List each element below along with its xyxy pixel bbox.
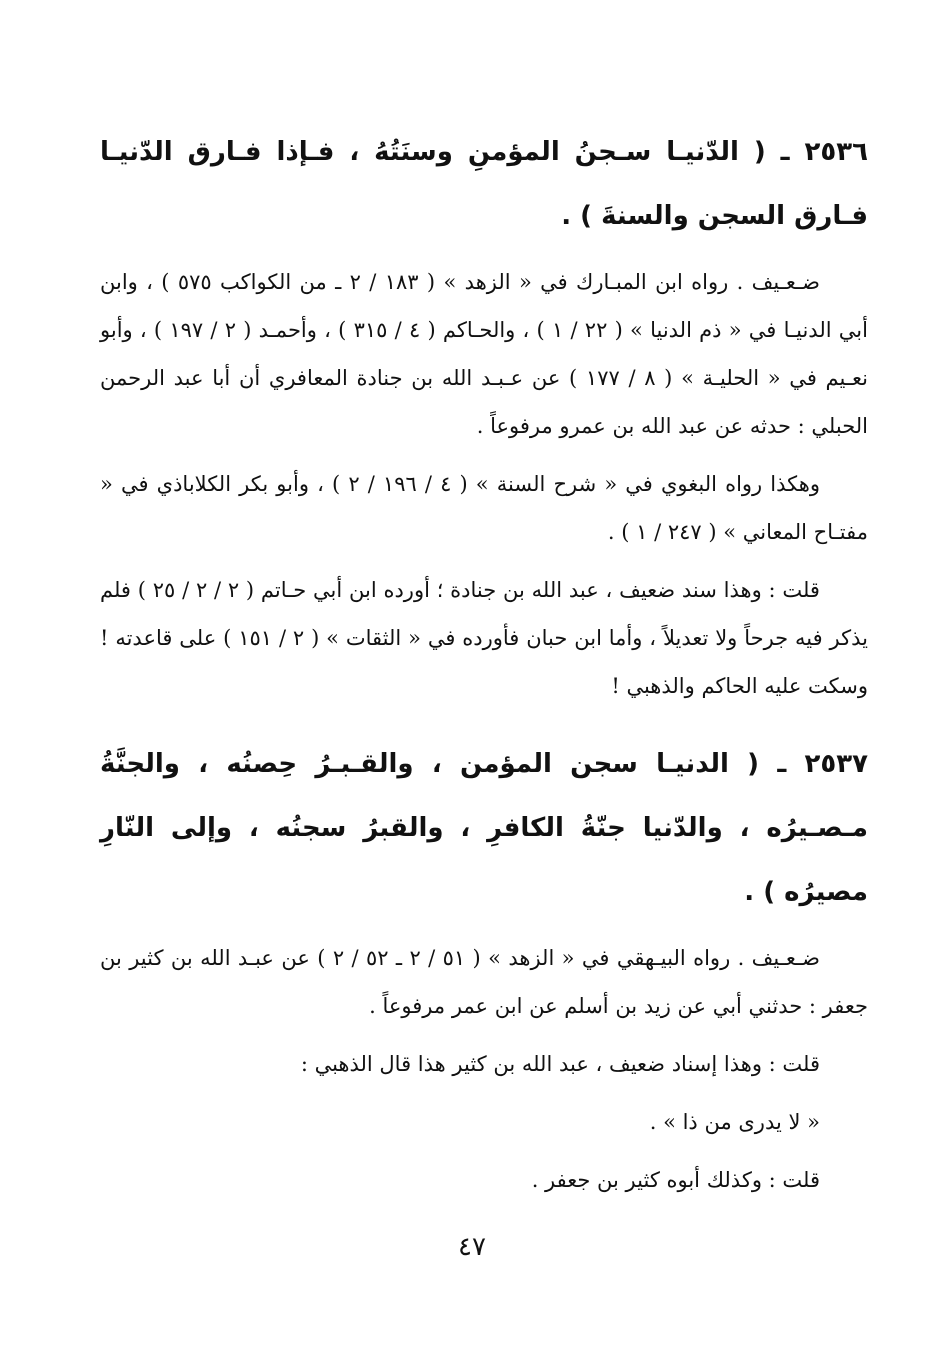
spacer (100, 248, 868, 258)
spacer (100, 924, 868, 934)
additional-sources-paragraph: وهكذا رواه البغوي في « شرح السنة » ( ٤ / ١٩٦ / ٢ ) ، وأبو بكر الكلاباذي في « مفتـاح المعاني » ( ٢٤٧ / ١ ) . (100, 472, 868, 544)
spacer (100, 1088, 868, 1098)
spacer (100, 710, 868, 732)
hadith-entry-2537 (100, 732, 868, 1204)
hadith-heading: ٢٥٣٦ ـ ( الدّنيـا سـجنُ المؤمنِ وسنَتُهُ ، فـإذا فـارق الدّنيـا فـارق السجن والسنةَ ) . (100, 137, 868, 231)
author-comment-paragraph: قلت : وكذلك أبوه كثير بن جعفر . (531, 1168, 820, 1192)
quotation-paragraph: « لا يدرى من ذا » . (649, 1110, 820, 1134)
author-comment-paragraph: قلت : وهذا سند ضعيف ، عبد الله بن جنادة ؛ أورده ابن أبي حـاتم ( ٢ / ٢ / ٢٥ ) فلم يذكر فيه جرحاً ولا تعديلاً ، وأما ابن حبان فأورده في « الثقات » ( ٢ / ١٥١ ) على قاعدته ! وسكت عليه الحاكم والذهبي ! (100, 578, 868, 698)
hadith-entry-2536 (100, 120, 868, 710)
spacer (100, 1030, 868, 1040)
spacer (100, 556, 868, 566)
document-page (100, 120, 868, 1204)
page-number: ٤٧ (458, 1232, 486, 1262)
grading-paragraph: ضـعـيف . رواه البيـهقي في « الزهد » ( ٥١ / ٢ ـ ٥٢ / ٢ ) عن عبـد الله بن كثير بن جعفر : حدثني أبي عن زيد بن أسلم عن ابن عمر مرفوعاً . (100, 946, 868, 1018)
author-comment-paragraph: قلت : وهذا إسناد ضعيف ، عبد الله بن كثير هذا قال الذهبي : (300, 1052, 820, 1076)
grading-paragraph: ضـعـيف . رواه ابن المبـارك في « الزهد » ( ١٨٣ / ٢ ـ من الكواكب ٥٧٥ ) ، وابن أبي الدنيـا في « ذم الدنيا » ( ٢٢ / ١ ) ، والحـاكم ( ٤ / ٣١٥ ) ، وأحمـد ( ٢ / ١٩٧ ) ، وأبو نعـيم في « الحليـة » ( ٨ / ١٧٧ ) عن عـبـد الله بن جنادة المعافري أن أبا عبد الرحمن الحبلي : حدثه عن عبد الله بن عمرو مرفوعاً . (100, 270, 868, 438)
spacer (100, 1146, 868, 1156)
hadith-heading: ٢٥٣٧ ـ ( الدنيـا سجن المؤمن ، والقـبـرُ حِصنُه ، والجنَّةُ مـصـيرُه ، والدّنيا جنّةُ الكافرِ ، والقبرُ سجنُه ، وإلى النّارِ مصيرُه ) . (100, 749, 868, 907)
spacer (100, 450, 868, 460)
